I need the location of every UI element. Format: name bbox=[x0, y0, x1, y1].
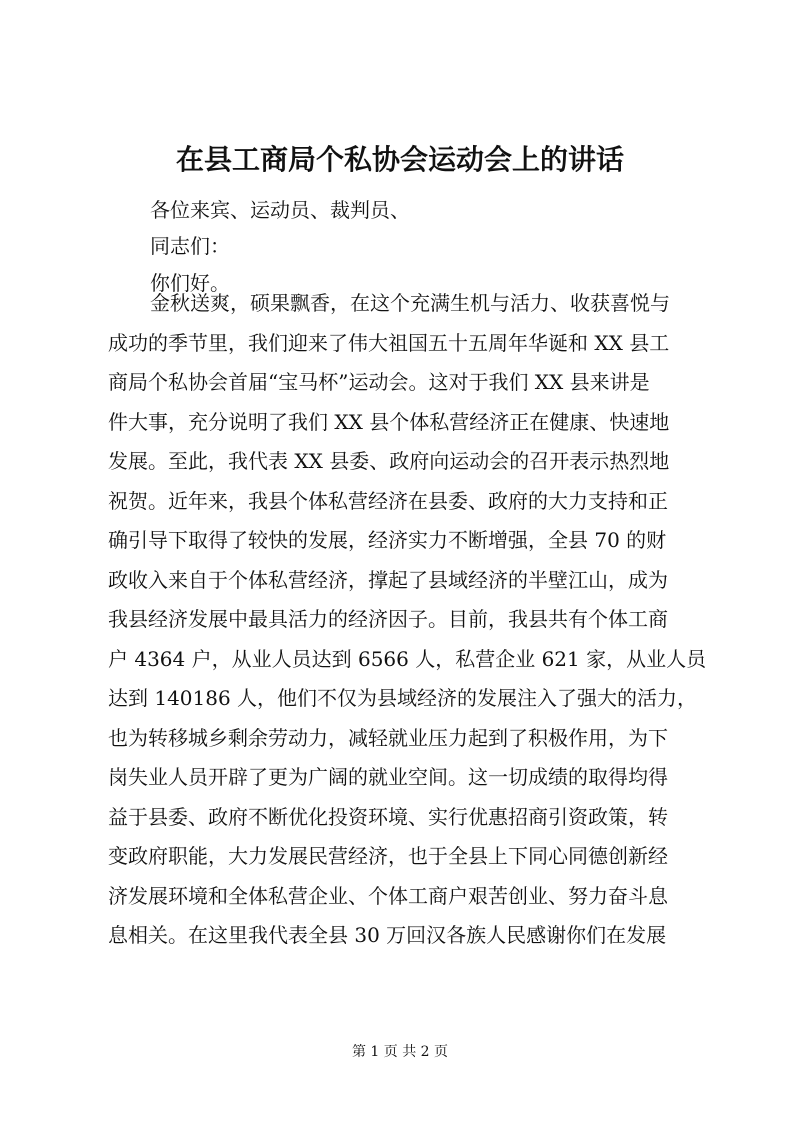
paragraph-line: 政收入来自于个体私营经济，撑起了县域经济的半壁江山，成为 bbox=[108, 567, 668, 592]
paragraph-line: 达到 140186 人，他们不仅为县域经济的发展注入了强大的活力， bbox=[108, 686, 698, 710]
page-footer: 第 1 页 共 2 页 bbox=[351, 1044, 449, 1060]
document-title: 在县工商局个私协会运动会上的讲话 bbox=[175, 143, 624, 176]
paragraph-line: 确引导下取得了较快的发展，经济实力不断增强，全县 70 的财 bbox=[108, 528, 667, 552]
salutation-greeting: 你们好。 bbox=[150, 271, 230, 295]
paragraph-line: 我县经济发展中最具活力的经济因子。目前，我县共有个体工商 bbox=[108, 607, 668, 631]
paragraph-line: 也为转移城乡剩余劳动力，减轻就业压力起到了积极作用，为下 bbox=[108, 725, 668, 750]
paragraph-line: 变政府职能，大力发展民营经济，也于全县上下同心同德创新经 bbox=[108, 844, 668, 868]
paragraph-line: 金秋送爽，硕果飘香，在这个充满生机与活力、收获喜悦与 bbox=[150, 291, 670, 315]
paragraph-line: 祝贺。近年来，我县个体私营经济在县委、政府的大力支持和正 bbox=[108, 488, 668, 513]
paragraph-line: 商局个私协会首届“宝马杯”运动会。这对于我们 XX 县来讲是 bbox=[108, 370, 650, 394]
speech-paragraph bbox=[108, 284, 708, 956]
paragraph-line: 息相关。在这里我代表全县 30 万回汉各族人民感谢你们在发展 bbox=[108, 923, 667, 947]
paragraph-line: 发展。至此，我代表 XX 县委、政府向运动会的召开表示热烈地 bbox=[108, 449, 670, 473]
paragraph-line: 益于县委、政府不断优化投资环境、实行优惠招商引资政策，转 bbox=[108, 804, 668, 829]
paragraph-line: 户 4364 户，从业人员达到 6566 人，私营企业 621 家，从业人员 bbox=[108, 646, 707, 671]
salutation-guests: 各位来宾、运动员、裁判员、 bbox=[150, 198, 410, 222]
paragraph-line: 成功的季节里，我们迎来了伟大祖国五十五周年华诞和 XX 县工 bbox=[108, 330, 670, 355]
salutation-comrades: 同志们： bbox=[150, 234, 230, 258]
paragraph-line: 岗失业人员开辟了更为广阔的就业空间。这一切成绩的取得均得 bbox=[108, 765, 668, 789]
paragraph-line: 件大事，充分说明了我们 XX 县个体私营经济正在健康、快速地 bbox=[108, 409, 670, 434]
paragraph-line: 济发展环境和全体私营企业、个体工商户艰苦创业、努力奋斗息 bbox=[108, 883, 668, 908]
